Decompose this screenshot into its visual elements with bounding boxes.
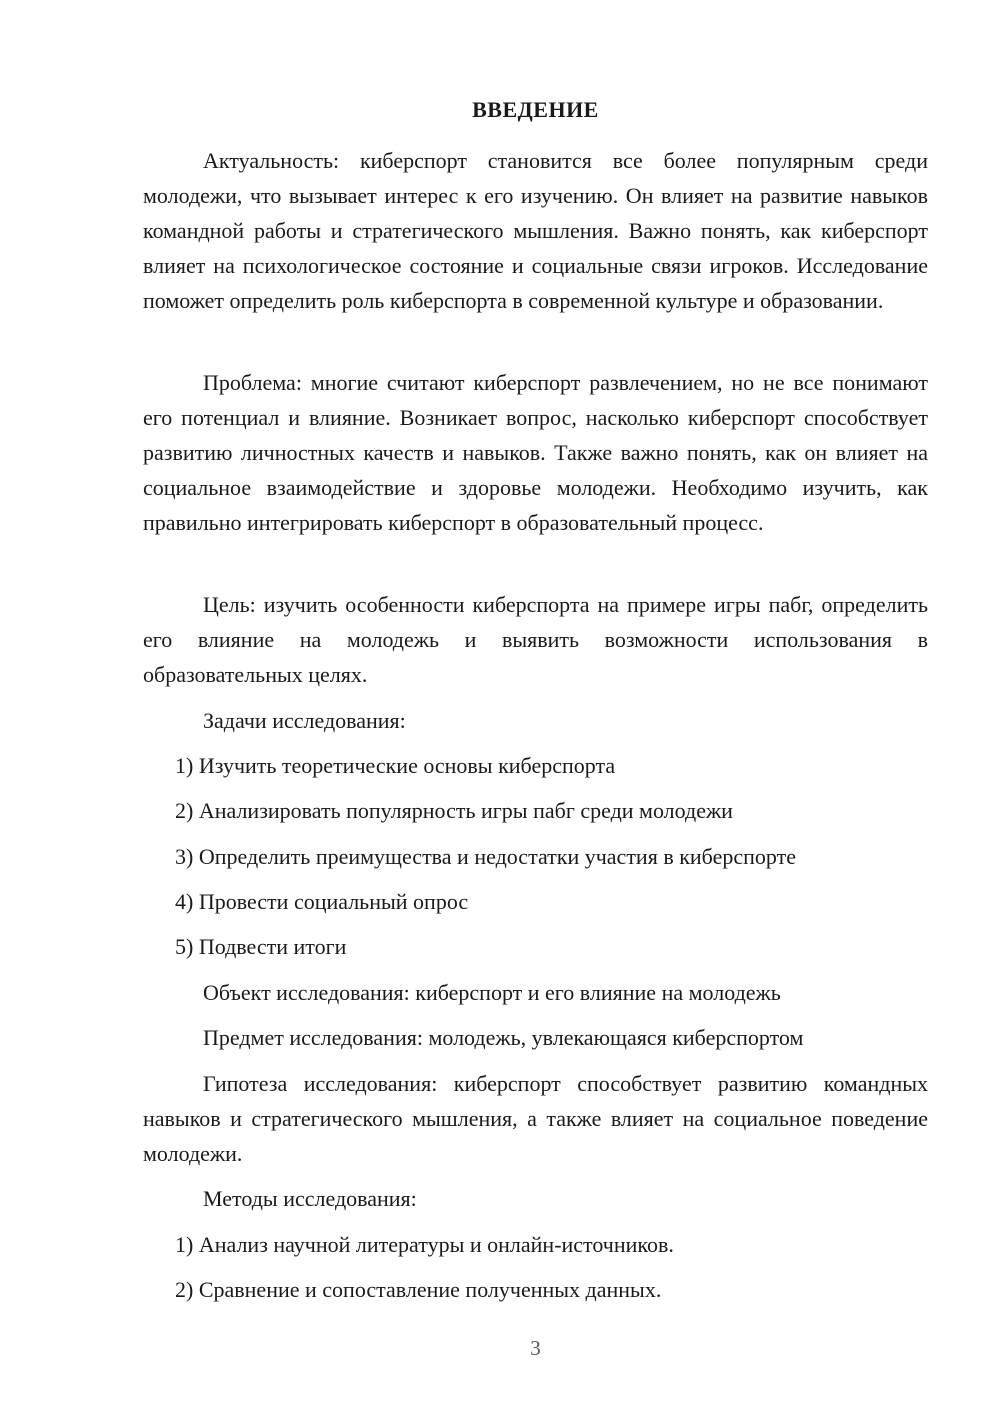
task-item: 2) Анализировать популярность игры пабг среди молодежи [175, 798, 733, 823]
hypothesis-paragraph: Гипотеза исследования: киберспорт способствует развитию командных навыков и стратегического мышления, а также влияет на социальное поведение молодежи. [143, 1071, 928, 1166]
subject-line: Предмет исследования: молодежь, увлекающаяся киберспортом [203, 1025, 804, 1050]
relevance-paragraph: Актуальность: киберспорт становится все более популярным среди молодежи, что вызывает интерес к его изучению. Он влияет на развитие навыков командной работы и стратегического мышления. Важно понять, как киберспорт влияет на психологическое состояние и социальные связи игроков. Исследование поможет определить роль киберспорта в современной культуре и образовании. [143, 148, 928, 313]
methods-heading: Методы исследования: [203, 1186, 417, 1211]
task-item: 4) Провести социальный опрос [175, 889, 469, 914]
problem-paragraph: Проблема: многие считают киберспорт развлечением, но не все понимают его потенциал и влияние. Возникает вопрос, насколько киберспорт способствует развитию личностных качеств и навыков. Также важно понять, как он влияет на социальное взаимодействие и здоровье молодежи. Необходимо изучить, как правильно интегрировать киберспорт в образовательный процесс. [143, 370, 928, 535]
goal-paragraph: Цель: изучить особенности киберспорта на примере игры пабг, определить его влияние на молодежь и выявить возможности использования в образовательных целях. [143, 592, 928, 687]
tasks-heading: Задачи исследования: [203, 708, 406, 733]
object-line: Объект исследования: киберспорт и его влияние на молодежь [203, 980, 781, 1005]
task-item: 1) Изучить теоретические основы киберспорта [175, 753, 616, 778]
page-number: 3 [530, 1336, 541, 1360]
method-item: 1) Анализ научной литературы и онлайн-источников. [175, 1232, 674, 1257]
task-item: 5) Подвести итоги [175, 934, 347, 959]
method-item: 2) Сравнение и сопоставление полученных данных. [175, 1277, 662, 1302]
page-title: ВВЕДЕНИЕ [472, 97, 599, 122]
task-item: 3) Определить преимущества и недостатки участия в киберспорте [175, 844, 796, 869]
